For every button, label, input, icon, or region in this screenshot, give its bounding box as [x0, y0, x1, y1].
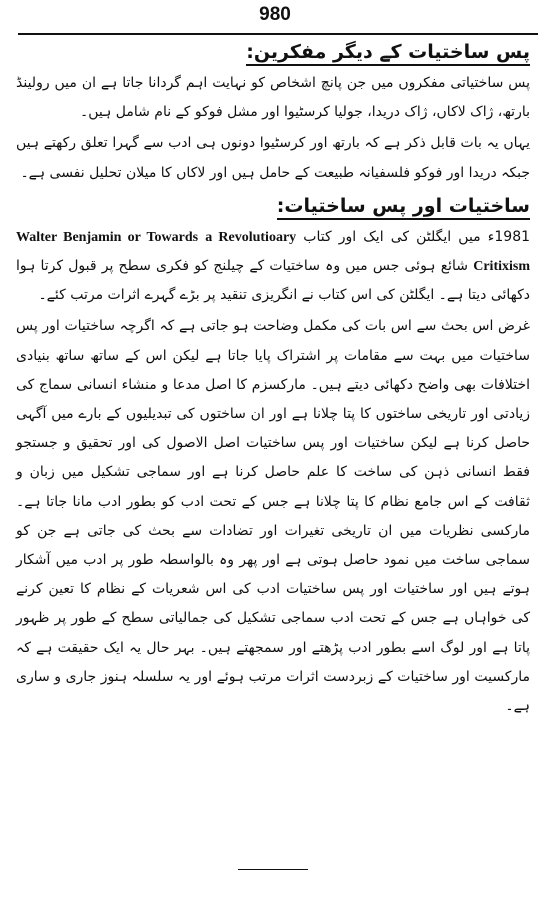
section-heading-text: پس ساختیات کے دیگر مفکرین:: [246, 41, 530, 66]
book-title-part-2: a Revolutioary Critixism: [205, 229, 530, 275]
header-rule: [18, 33, 538, 35]
intro-text-before: 1981ء میں ایگلٹن کی ایک اور کتاب: [303, 228, 531, 245]
paragraph: یہاں یہ بات قابل ذکر ہے کہ بارتھ اور کرسٹیوا دونوں ہی ادب سے گہرا تعلق رکھتے ہیں جبکہ دریدا اور فوکو فلسفیانہ طبیعت کے حامل ہیں اور لاکاں کا میلان تحلیل نفسی ہے۔: [16, 135, 530, 181]
paragraph: غرض اس بحث سے اس بات کی مکمل وضاحت ہو جاتی ہے کہ اگرچہ ساختیات اور پس ساختیات میں بہت سے مقامات پر اشتراک پایا جاتا ہے لیکن اس کے ساتھ ساتھ بنیادی اختلافات بھی واضح دکھائی دیتے ہیں۔ مارکسزم کا اصل مدعا و منشاء انسانی سماج کی زیادتی اور تاریخی ساختوں کا پتا چلانا ہے اور ان ساختوں کی تبدیلیوں کے بارے میں آگہی حاصل کرنا ہے لیکن ساختیات اور پس ساختیات اصل الاصول کی اور تحقیق و جستجو فقط انسانی ذہن کی ساخت کا علم حاصل کرنا ہے اور سماجی تشکیل میں زبان و ثقافت کے اس جامع نظام کا پتا چلانا ہے جس کے تحت ادب کو بطور ادب مانا جاتا ہے۔ مارکسی نظریات میں ان تاریخی تغیرات اور تضادات سے بحث کی جاتی ہے جن کو سماجی ساخت میں نمود حاصل ہوتی ہے اور پھر وہ بالواسطہ طور پر ادب میں آشکار ہوتے ہیں اور ساختیات اور پس ساختیات ادب کی اس شعریات کے نظام کا تعین کرنے کی خواہاں ہے جس کے تحت ادب سماجی تشکیل کی جمالیاتی سطح کے طور پر ظہور پاتا ہے اور لوگ اسے بطور ادب پڑھتے اور سمجھتے ہیں۔ بہر حال یہ ایک حقیقت ہے کہ مارکسیت اور ساختیات کے زبردست اثرات مرتب ہوئے اور یہ سلسلہ ہنوز جاری و ساری ہے۔: [16, 318, 530, 715]
end-rule: [238, 869, 308, 870]
paragraph: پس ساختیاتی مفکروں میں جن پانچ اشخاص کو نہایت اہم گردانا جاتا ہے ان میں رولینڈ بارتھ، ژاک لاکاں، ژاک دریدا، جولیا کرسٹیوا اور مشل فوکو کے نام شامل ہیں۔: [16, 75, 530, 121]
section-heading-post-structuralist-thinkers: [16, 36, 530, 69]
section-heading-structuralism-and-post-structuralism: [16, 190, 530, 223]
section-heading-text: ساختیات اور پس ساختیات:: [277, 195, 530, 220]
book-title-part-1: Walter Benjamin or Towards: [16, 229, 199, 245]
page-body: [16, 36, 530, 723]
intro-paragraph: [16, 223, 530, 311]
intro-text-after: شائع ہوئی جس میں وہ ساختیات کے چیلنج کو فکری سطح پر قبول کرتا ہوا دکھائی دیتا ہے۔ ایگلٹن کی اس کتاب نے انگریزی تنقید پر بڑے گہرے اثرات مرتب کئے۔: [16, 258, 530, 304]
page-number: 980: [259, 4, 291, 25]
